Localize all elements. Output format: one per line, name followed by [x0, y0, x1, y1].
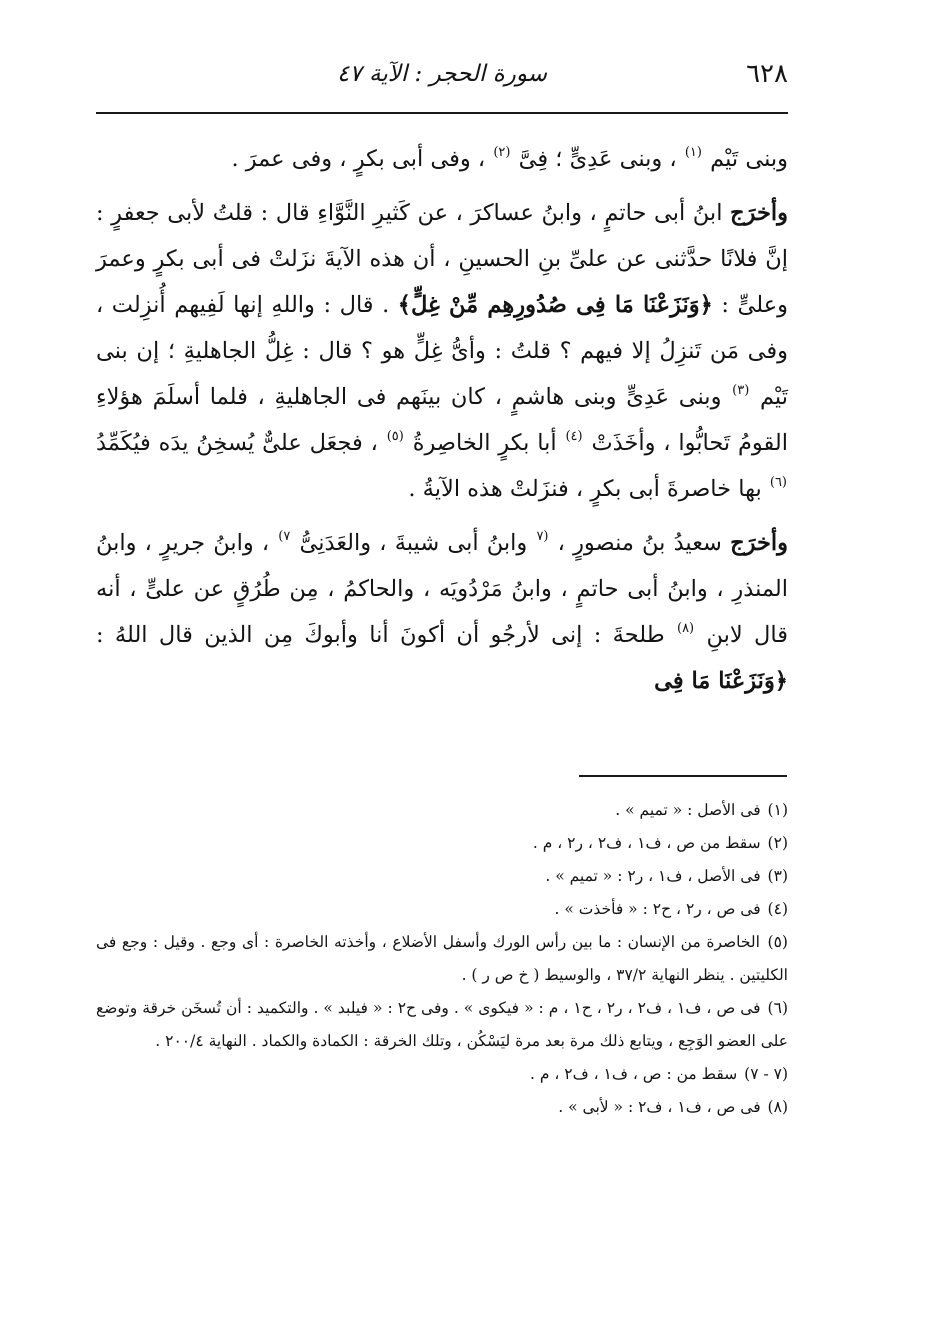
footnote-number: (٦) [767, 999, 788, 1017]
text-run: وبنى عَدِىٍّ وبنى هاشمٍ ، كان بينَهم فى الجاهليةِ ، فلما أسلَمَ هؤلاءِ القومُ تَحابُّوا ، وأخَذَتْ [96, 384, 789, 456]
text-run: ، وفى أبى بكرٍ ، وفى عمرَ . [231, 146, 486, 172]
main-text [96, 136, 788, 704]
footnote-rule [579, 775, 787, 777]
footnote-ref-5: (٥) [386, 429, 404, 444]
footnote-number: (٢) [767, 834, 788, 852]
footnote-6 [96, 992, 788, 1058]
footnote-number: (٧ - ٧) [744, 1065, 788, 1083]
footnote-7 [96, 1058, 788, 1091]
paragraph-lead: وأخرَج [730, 200, 788, 226]
paragraph-2 [96, 190, 788, 512]
footnote-number: (٥) [767, 933, 788, 951]
footnote-ref-8: (٨) [676, 621, 695, 636]
footnote-5 [96, 926, 788, 992]
text-run: طلحةَ : إنى لأرجُو أن أكونَ أنا وأبوكَ مِن الذين قال اللهُ : [96, 622, 665, 648]
text-run: أبا بكرٍ الخاصِرةُ [412, 430, 557, 456]
footnote-ref-2: (٢) [493, 145, 511, 160]
footnotes [96, 794, 788, 1124]
footnote-ref-4: (٤) [565, 429, 583, 444]
footnote-number: (٣) [767, 867, 788, 885]
text-run: وبنى تَيْم [710, 146, 788, 172]
page-number: ٦٢٨ [746, 59, 788, 89]
running-header [96, 50, 788, 102]
footnote-1 [96, 794, 788, 827]
quran-verse: ﴿وَنَزَعْنَا مَا فِى صُدُورِهِم مِّنْ غِلٍّ﴾ [397, 292, 713, 318]
footnote-3 [96, 860, 788, 893]
footnote-ref-7-close: ٧) [278, 529, 291, 544]
footnote-number: (١) [767, 801, 788, 819]
footnote-2 [96, 827, 788, 860]
footnote-8 [96, 1091, 788, 1124]
header-rule [96, 112, 788, 114]
text-run: بها خاصرةَ أبى بكرٍ ، فنزَلتْ هذه الآيةُ . [408, 476, 762, 502]
text-run: سعيدُ بنُ منصورٍ ، [557, 530, 722, 556]
paragraph-lead: وأخرَج [730, 530, 789, 556]
footnote-text: فى ص ، ف١ ، ف٢ ، ر٢ ، ح١ ، م : « فيكوى » . وفى ح٢ : « فيلبد » . والتكميد : أن تُسخَن خرقة وتوضع على العضو الوَجِع ، ويتابع ذلك مرة بعد مرة ليَسْكُن ، وتلك الخرقة : الكمادة والكماد . النهاية ٢٠٠/٤ . [96, 999, 788, 1050]
footnote-text: الخاصرة من الإنسان : ما بين رأس الورك وأسفل الأضلاع ، وأخذته الخاصرة : أى وجع . وقيل : وجع فى الكليتين . ينظر النهاية ٣٧/٢ ، والوسيط ( خ ص ر ) . [96, 933, 788, 984]
running-title: سورة الحجر : الآية ٤٧ [336, 61, 548, 87]
text-run: ، وبنى عَدِىٍّ ؛ فِىَّ [518, 146, 677, 172]
footnote-text: سقط من : ص ، ف١ ، ف٢ ، م . [529, 1065, 738, 1083]
text-run: وابنُ أبى شيبةَ ، والعَدَنِىُّ [299, 530, 528, 556]
text-run: ابنُ أبى حاتمٍ ، وابنُ عساكرَ ، عن كَثيرِ النَّوَّاءِ قال : قلتُ لأبى جعفرٍ : إنَّ فلانًا حدَّثنى عن علىِّ بنِ الحسينِ ، أن هذه الآيةَ نزَلتْ فى أبى بكرٍ وعمرَ وعلىٍّ : [96, 200, 788, 318]
text-run: . قال : واللهِ إنها لَفِيهم أُنزِلت ، وفى مَن تَنزِلُ إلا فيهم ؟ قلتُ : وأىُّ غِلٍّ هو ؟ قال : غِلُّ الجاهليةِ ؛ إن بنى تَيْم [96, 292, 788, 410]
footnote-text: فى ص ، ر٢ ، ح٢ : « فأخذت » . [554, 900, 761, 918]
footnote-text: فى الأصل ، ف١ ، ر٢ : « تميم » . [545, 867, 761, 885]
footnote-number: (٤) [767, 900, 788, 918]
footnote-4 [96, 893, 788, 926]
footnote-text: فى الأصل : « تميم » . [615, 801, 761, 819]
footnote-number: (٨) [767, 1098, 788, 1116]
paragraph-3 [96, 520, 788, 704]
footnote-ref-7-open: (٧ [536, 529, 549, 544]
quran-verse: ﴿وَنَزَعْنَا مَا فِى [654, 668, 788, 694]
footnote-text: فى ص ، ف١ ، ف٢ : « لأبى » . [558, 1098, 761, 1116]
text-run: ، وابنُ جريرٍ ، وابنُ المنذرِ ، وابنُ أبى حاتمٍ ، وابنُ مَرْدُويَه ، والحاكمُ ، مِن طُرُقٍ عن علىٍّ ، أنه قال لابنِ [96, 530, 789, 648]
paragraph-1 [96, 136, 788, 182]
footnote-ref-1: (١) [684, 145, 702, 160]
footnote-ref-6: (٦) [769, 475, 787, 490]
text-run: ، فجعَل علىٌّ يُسخِنُ يدَه فيُكَمِّدُ [96, 430, 378, 456]
footnote-text: سقط من ص ، ف١ ، ف٢ ، ر٢ ، م . [532, 834, 761, 852]
footnote-ref-3: (٣) [732, 383, 750, 398]
